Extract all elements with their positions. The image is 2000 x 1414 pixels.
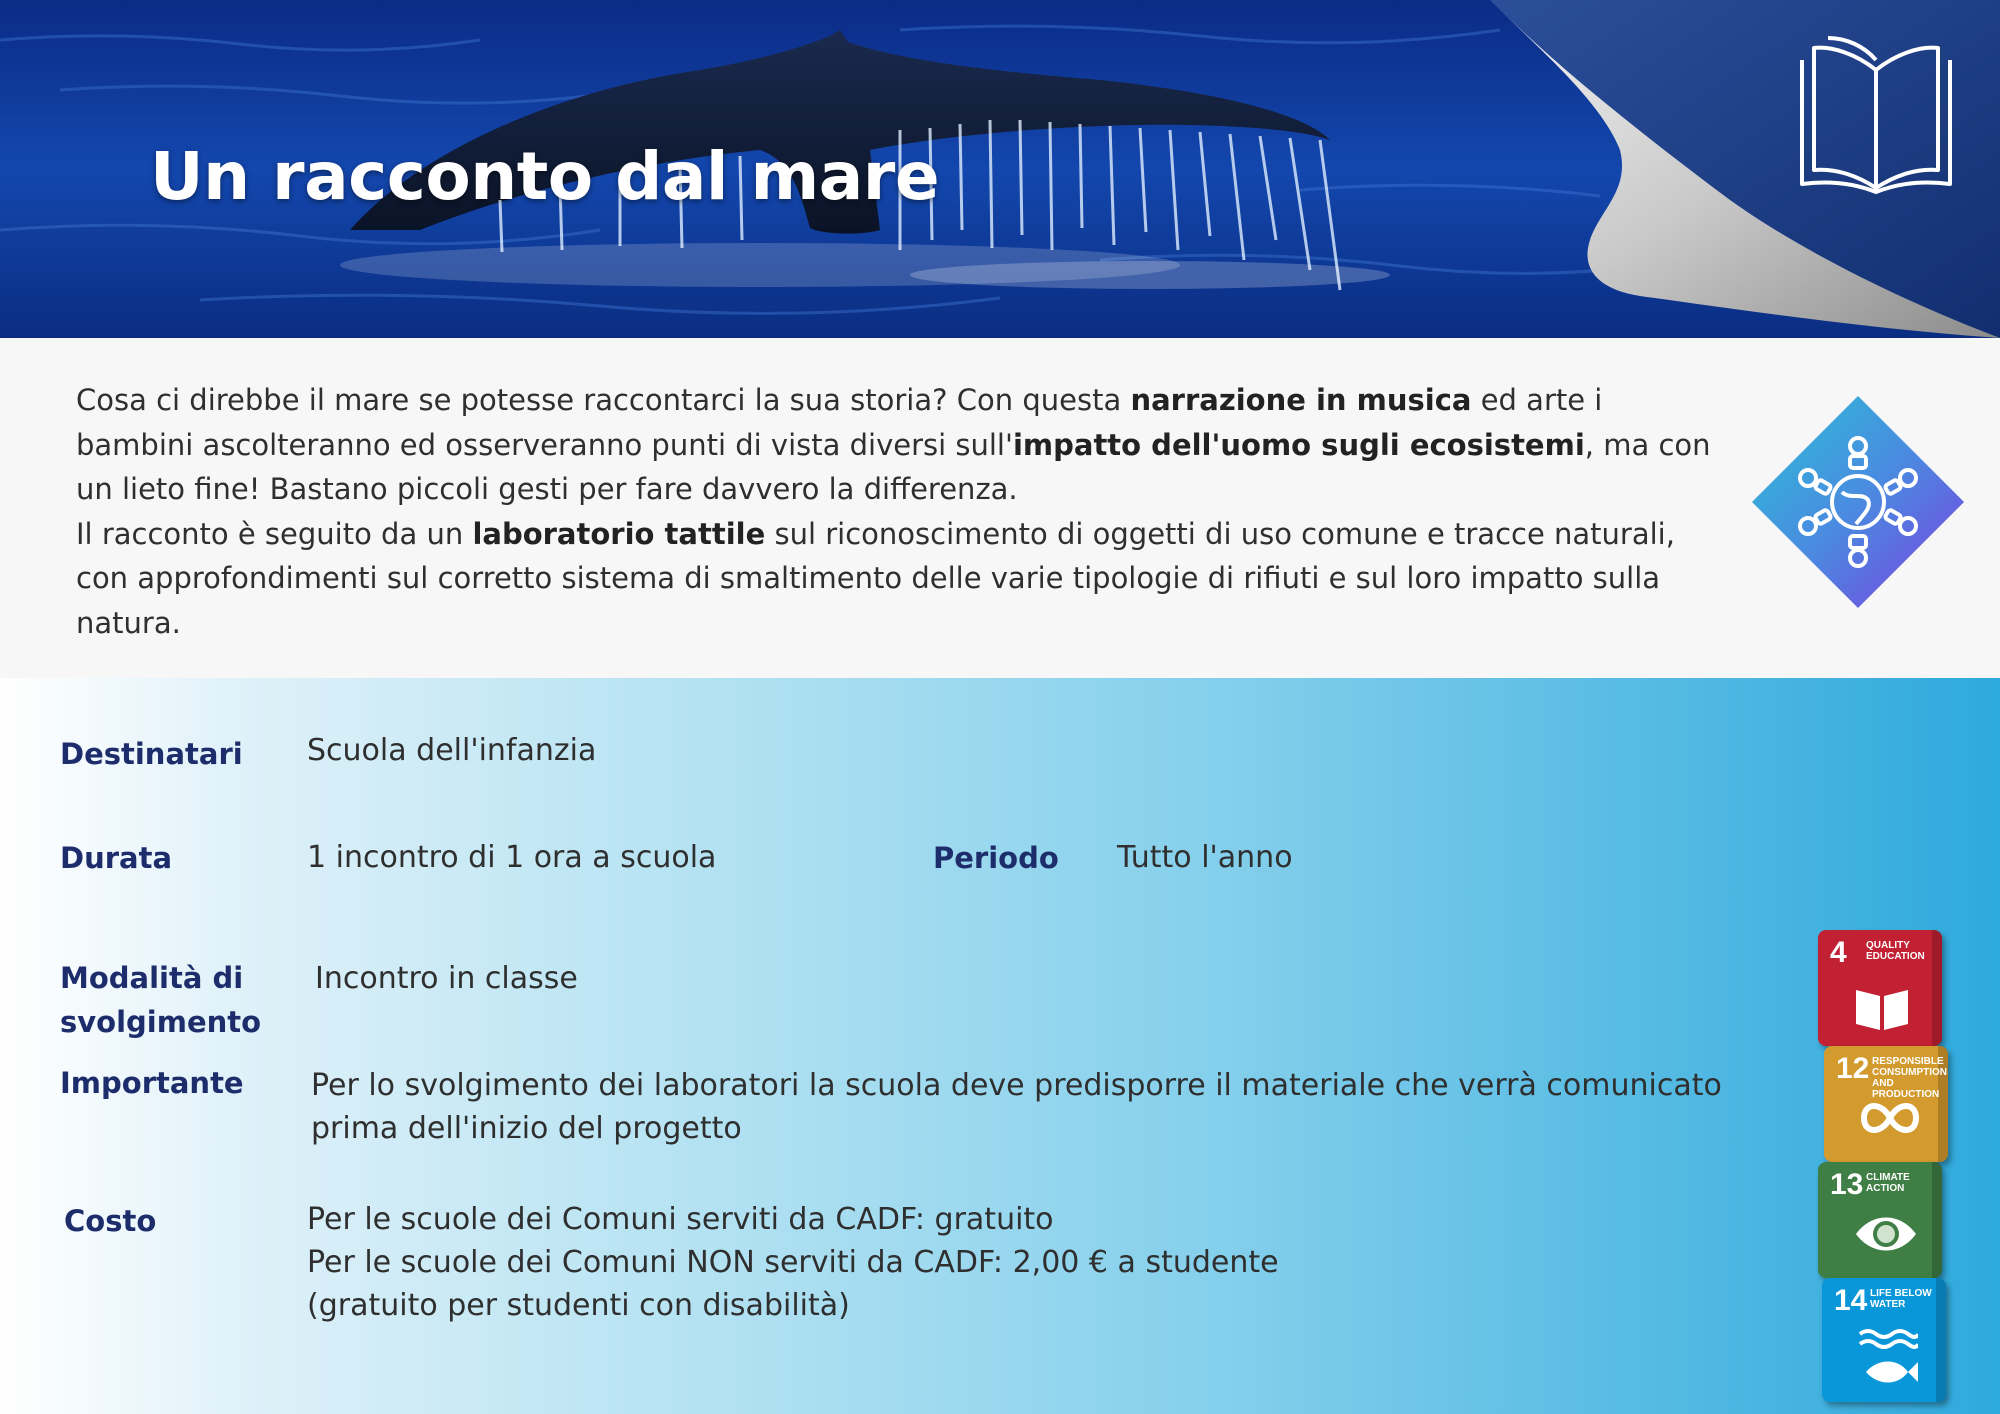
partnership-globe-icon — [1752, 396, 1964, 608]
destinatari-value: Scuola dell'infanzia — [307, 733, 597, 768]
modalita-label: Modalità di svolgimento — [60, 961, 262, 1039]
durata-value: 1 incontro di 1 ora a scuola — [307, 840, 717, 875]
intro-description — [76, 378, 1716, 646]
sdg-4-quality-education-icon: 4 QUALITY EDUCATION — [1818, 930, 1942, 1046]
intro-paragraph-1: Cosa ci direbbe il mare se potesse raccontarci la sua storia? Con questa narrazione in musica ed arte i bambini ascolteranno ed osserveranno punti di vista diversi sull'impatto dell'uomo sugli ecosistemi, ma con un lieto fine! Bastano piccoli gesti per fare davvero la differenza. — [76, 383, 1711, 507]
page-curl-decoration — [0, 0, 2000, 338]
sdg-13-climate-action-icon: 13 CLIMATE ACTION — [1818, 1162, 1942, 1278]
modalita-value: Incontro in classe — [315, 961, 578, 996]
project-details — [0, 678, 2000, 1414]
destinatari-label: Destinatari — [60, 737, 243, 771]
hero-banner — [0, 0, 2000, 338]
costo-label: Costo — [64, 1204, 157, 1238]
periodo-value: Tutto l'anno — [1117, 840, 1293, 875]
page-title: Un racconto dal mare — [150, 138, 940, 215]
importante-label: Importante — [60, 1066, 244, 1100]
periodo-label: Periodo — [933, 841, 1059, 875]
sdg-12-responsible-consumption-icon: 12 RESPONSIBLE CONSUMPTION AND PRODUCTION — [1824, 1046, 1948, 1162]
sdg-goals-stack — [1818, 930, 1950, 1414]
sdg-14-life-below-water-icon: 14 LIFE BELOW WATER — [1822, 1278, 1946, 1402]
durata-label: Durata — [60, 841, 173, 875]
open-book-icon — [1796, 30, 1956, 194]
intro-section — [0, 338, 2000, 678]
intro-paragraph-2: Il racconto è seguito da un laboratorio tattile sul riconoscimento di oggetti di uso comune e tracce naturali, con approfondimenti sul corretto sistema di smaltimento delle varie tipologie di rifiuti e sul loro impatto sulla natura. — [76, 516, 1675, 640]
importante-value: Per lo svolgimento dei laboratori la scuola deve predisporre il materiale che verrà comunicato prima dell'inizio del progetto — [311, 1068, 1722, 1146]
costo-value: Per le scuole dei Comuni serviti da CADF: gratuito Per le scuole dei Comuni NON serviti da CADF: 2,00 € a studente (gratuito per studenti con disabilità) — [307, 1202, 1279, 1323]
